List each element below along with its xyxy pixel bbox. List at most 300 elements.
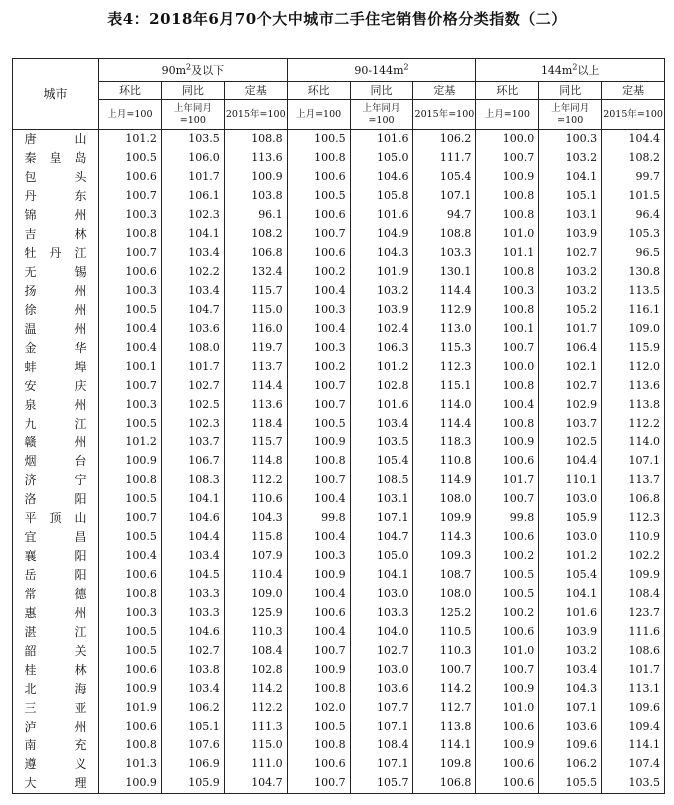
value-cell: 103.9 (539, 622, 602, 641)
value-cell: 101.1 (476, 244, 539, 263)
value-cell: 106.2 (413, 130, 476, 149)
value-cell: 100.7 (413, 660, 476, 679)
value-cell: 100.4 (99, 547, 162, 566)
value-cell: 104.3 (539, 679, 602, 698)
value-cell: 104.1 (350, 566, 413, 585)
value-cell: 100.1 (476, 319, 539, 338)
table-row (13, 736, 665, 755)
city-name: 安庆 (24, 378, 87, 393)
value-cell: 100.7 (476, 490, 539, 509)
table-row (13, 395, 665, 414)
value-cell: 104.4 (539, 452, 602, 471)
value-cell: 100.7 (99, 509, 162, 528)
value-cell: 101.2 (350, 357, 413, 376)
value-cell: 101.6 (350, 130, 413, 149)
value-cell: 100.7 (99, 376, 162, 395)
group-header-sup: 2 (572, 61, 578, 71)
value-cell: 108.2 (224, 225, 287, 244)
city-name: 湛江 (24, 624, 87, 639)
value-cell: 104.1 (161, 225, 224, 244)
value-cell: 103.8 (224, 187, 287, 206)
value-cell: 115.7 (224, 433, 287, 452)
value-cell: 103.2 (350, 282, 413, 301)
value-cell: 110.8 (413, 452, 476, 471)
group-header-sup: 2 (186, 61, 192, 71)
city-cell (13, 566, 99, 585)
value-cell: 100.8 (476, 206, 539, 225)
table-row (13, 149, 665, 168)
value-cell: 104.7 (224, 774, 287, 793)
base-header-1-2: 2015年=100 (413, 100, 476, 130)
value-cell: 103.4 (161, 547, 224, 566)
value-cell: 104.5 (161, 566, 224, 585)
value-cell: 102.5 (539, 433, 602, 452)
city-name: 烟台 (24, 454, 87, 469)
value-cell: 106.2 (539, 755, 602, 774)
value-cell: 102.7 (350, 641, 413, 660)
value-cell: 105.4 (539, 566, 602, 585)
value-cell: 103.3 (350, 603, 413, 622)
value-cell: 100.8 (476, 376, 539, 395)
value-cell: 100.3 (99, 206, 162, 225)
table-row (13, 282, 665, 301)
value-cell: 99.8 (476, 509, 539, 528)
value-cell: 100.5 (99, 414, 162, 433)
value-cell: 100.6 (287, 603, 350, 622)
value-cell: 102.2 (161, 263, 224, 282)
value-cell: 103.3 (413, 244, 476, 263)
city-column-header: 城市 (13, 59, 99, 130)
value-cell: 103.2 (539, 641, 602, 660)
city-name: 包头 (24, 170, 87, 185)
value-cell: 100.8 (287, 736, 350, 755)
city-cell (13, 528, 99, 547)
group-header-prefix: 90-144m (354, 63, 404, 77)
city-cell (13, 206, 99, 225)
sub-header-1-2: 定基 (413, 82, 476, 100)
value-cell: 103.4 (350, 414, 413, 433)
value-cell: 104.6 (161, 622, 224, 641)
value-cell: 99.7 (602, 168, 665, 187)
value-cell: 101.6 (350, 206, 413, 225)
value-cell: 112.3 (413, 357, 476, 376)
value-cell: 100.6 (476, 452, 539, 471)
value-cell: 100.6 (99, 168, 162, 187)
value-cell: 100.9 (99, 774, 162, 793)
city-cell (13, 414, 99, 433)
value-cell: 101.2 (99, 433, 162, 452)
city-name: 南充 (24, 738, 87, 753)
table-row (13, 566, 665, 585)
table-row (13, 244, 665, 263)
value-cell: 103.8 (161, 660, 224, 679)
table-row (13, 471, 665, 490)
value-cell: 112.9 (413, 300, 476, 319)
table-row (13, 603, 665, 622)
value-cell: 100.8 (476, 187, 539, 206)
table-row (13, 528, 665, 547)
value-cell: 106.0 (161, 149, 224, 168)
value-cell: 103.0 (539, 528, 602, 547)
value-cell: 100.2 (476, 547, 539, 566)
value-cell: 100.9 (99, 452, 162, 471)
value-cell: 100.4 (287, 282, 350, 301)
value-cell: 100.5 (287, 414, 350, 433)
value-cell: 100.8 (287, 452, 350, 471)
group-header-0 (99, 59, 288, 82)
value-cell: 114.0 (602, 433, 665, 452)
value-cell: 109.6 (539, 736, 602, 755)
value-cell: 123.7 (602, 603, 665, 622)
city-name: 唐山 (24, 132, 87, 147)
value-cell: 106.8 (602, 490, 665, 509)
value-cell: 107.1 (350, 717, 413, 736)
value-cell: 100.8 (99, 225, 162, 244)
value-cell: 114.4 (413, 414, 476, 433)
city-name: 大理 (24, 776, 87, 791)
value-cell: 100.6 (476, 528, 539, 547)
value-cell: 102.8 (350, 376, 413, 395)
value-cell: 100.6 (476, 717, 539, 736)
city-name: 扬州 (24, 283, 87, 298)
value-cell: 115.1 (413, 376, 476, 395)
value-cell: 103.6 (161, 319, 224, 338)
value-cell: 109.6 (602, 698, 665, 717)
group-header-2 (476, 59, 665, 82)
city-cell (13, 168, 99, 187)
value-cell: 101.0 (476, 641, 539, 660)
city-name: 襄阳 (24, 549, 87, 564)
value-cell: 113.6 (602, 376, 665, 395)
value-cell: 96.5 (602, 244, 665, 263)
city-cell (13, 603, 99, 622)
city-cell (13, 755, 99, 774)
value-cell: 114.8 (224, 452, 287, 471)
group-header-prefix: 144m (540, 63, 573, 77)
value-cell: 113.8 (413, 717, 476, 736)
city-cell (13, 244, 99, 263)
value-cell: 106.8 (413, 774, 476, 793)
value-cell: 102.3 (161, 206, 224, 225)
value-cell: 100.7 (287, 774, 350, 793)
sub-header-0-0: 环比 (99, 82, 162, 100)
value-cell: 103.4 (161, 679, 224, 698)
city-name: 温州 (24, 321, 87, 336)
value-cell: 116.0 (224, 319, 287, 338)
value-cell: 100.9 (476, 168, 539, 187)
value-cell: 113.6 (224, 395, 287, 414)
value-cell: 108.2 (602, 149, 665, 168)
city-name: 徐州 (24, 302, 87, 317)
value-cell: 106.3 (350, 338, 413, 357)
value-cell: 101.2 (539, 547, 602, 566)
value-cell: 105.2 (539, 300, 602, 319)
table-row (13, 338, 665, 357)
value-cell: 100.9 (476, 736, 539, 755)
value-cell: 100.6 (476, 755, 539, 774)
table-row (13, 187, 665, 206)
city-cell (13, 774, 99, 793)
city-name: 牡丹江 (24, 246, 87, 261)
value-cell: 114.9 (413, 471, 476, 490)
value-cell: 103.0 (350, 660, 413, 679)
value-cell: 106.2 (161, 698, 224, 717)
value-cell: 130.8 (602, 263, 665, 282)
group-header-suffix: 以上 (577, 63, 600, 77)
city-cell (13, 433, 99, 452)
value-cell: 112.2 (224, 698, 287, 717)
table-row (13, 774, 665, 793)
value-cell: 103.5 (602, 774, 665, 793)
city-cell (13, 149, 99, 168)
base-header-1-1: 上年同月=100 (350, 100, 413, 130)
sub-header-2-2: 定基 (602, 82, 665, 100)
city-name: 九江 (24, 416, 87, 431)
city-cell (13, 585, 99, 604)
value-cell: 101.9 (350, 263, 413, 282)
sub-header-2-0: 环比 (476, 82, 539, 100)
city-name: 泉州 (24, 397, 87, 412)
city-name: 惠州 (24, 605, 87, 620)
value-cell: 115.9 (602, 338, 665, 357)
value-cell: 100.5 (99, 300, 162, 319)
value-cell: 107.6 (161, 736, 224, 755)
city-cell (13, 357, 99, 376)
city-name: 赣州 (24, 435, 87, 450)
value-cell: 100.6 (476, 622, 539, 641)
value-cell: 100.0 (476, 357, 539, 376)
value-cell: 103.2 (539, 282, 602, 301)
table-row (13, 622, 665, 641)
value-cell: 114.4 (413, 282, 476, 301)
city-name: 岳阳 (24, 568, 87, 583)
value-cell: 100.5 (287, 130, 350, 149)
value-cell: 101.2 (99, 130, 162, 149)
table-row (13, 319, 665, 338)
value-cell: 102.9 (539, 395, 602, 414)
value-cell: 111.3 (224, 717, 287, 736)
city-cell (13, 376, 99, 395)
value-cell: 105.1 (539, 187, 602, 206)
city-cell (13, 490, 99, 509)
value-cell: 105.8 (350, 187, 413, 206)
value-cell: 100.4 (287, 528, 350, 547)
city-name: 蚌埠 (24, 359, 87, 374)
value-cell: 103.1 (350, 490, 413, 509)
city-name: 三亚 (24, 700, 87, 715)
city-cell (13, 300, 99, 319)
value-cell: 99.8 (287, 509, 350, 528)
value-cell: 112.2 (602, 414, 665, 433)
base-header-0-1: 上年同月=100 (161, 100, 224, 130)
city-name: 北海 (24, 681, 87, 696)
value-cell: 103.4 (161, 244, 224, 263)
city-name: 泸州 (24, 719, 87, 734)
value-cell: 113.6 (224, 149, 287, 168)
value-cell: 101.7 (602, 660, 665, 679)
table-row (13, 547, 665, 566)
value-cell: 103.6 (350, 679, 413, 698)
value-cell: 102.7 (161, 376, 224, 395)
value-cell: 108.0 (413, 585, 476, 604)
value-cell: 105.7 (350, 774, 413, 793)
value-cell: 107.1 (350, 509, 413, 528)
value-cell: 100.8 (99, 471, 162, 490)
page-title: 表4：2018年6月70个大中城市二手住宅销售价格分类指数（二） (107, 10, 567, 28)
value-cell: 107.4 (602, 755, 665, 774)
value-cell: 103.5 (161, 130, 224, 149)
value-cell: 100.6 (287, 244, 350, 263)
value-cell: 104.1 (539, 585, 602, 604)
value-cell: 101.6 (539, 603, 602, 622)
value-cell: 104.4 (602, 130, 665, 149)
value-cell: 104.7 (161, 300, 224, 319)
city-cell (13, 660, 99, 679)
value-cell: 100.5 (476, 585, 539, 604)
sub-header-1-1: 同比 (350, 82, 413, 100)
value-cell: 100.5 (99, 149, 162, 168)
value-cell: 103.9 (539, 225, 602, 244)
value-cell: 103.0 (539, 490, 602, 509)
value-cell: 100.3 (99, 395, 162, 414)
value-cell: 100.7 (287, 225, 350, 244)
city-cell (13, 187, 99, 206)
value-cell: 107.1 (602, 452, 665, 471)
value-cell: 101.7 (539, 319, 602, 338)
table-row (13, 357, 665, 376)
value-cell: 100.7 (287, 376, 350, 395)
city-cell (13, 509, 99, 528)
value-cell: 103.7 (161, 433, 224, 452)
city-name: 遵义 (24, 757, 87, 772)
value-cell: 106.1 (161, 187, 224, 206)
value-cell: 108.8 (224, 130, 287, 149)
table-row (13, 660, 665, 679)
table-row (13, 717, 665, 736)
city-cell (13, 471, 99, 490)
value-cell: 112.7 (413, 698, 476, 717)
value-cell: 108.4 (350, 736, 413, 755)
value-cell: 106.7 (161, 452, 224, 471)
value-cell: 109.3 (413, 547, 476, 566)
value-cell: 105.4 (413, 168, 476, 187)
value-cell: 100.4 (99, 319, 162, 338)
value-cell: 111.0 (224, 755, 287, 774)
value-cell: 102.3 (161, 414, 224, 433)
value-cell: 100.6 (287, 755, 350, 774)
value-cell: 103.4 (161, 282, 224, 301)
value-cell: 104.1 (539, 168, 602, 187)
value-cell: 100.9 (287, 566, 350, 585)
value-cell: 100.6 (287, 206, 350, 225)
value-cell: 109.9 (602, 566, 665, 585)
value-cell: 114.2 (413, 679, 476, 698)
value-cell: 125.2 (413, 603, 476, 622)
value-cell: 104.3 (224, 509, 287, 528)
sub-header-0-1: 同比 (161, 82, 224, 100)
value-cell: 106.9 (161, 755, 224, 774)
price-index-table (12, 58, 665, 794)
value-cell: 119.7 (224, 338, 287, 357)
table-row (13, 641, 665, 660)
value-cell: 108.5 (350, 471, 413, 490)
value-cell: 101.7 (161, 357, 224, 376)
table-row (13, 263, 665, 282)
value-cell: 100.4 (287, 622, 350, 641)
city-name: 宜昌 (24, 530, 87, 545)
table-row (13, 509, 665, 528)
value-cell: 100.9 (99, 679, 162, 698)
value-cell: 94.7 (413, 206, 476, 225)
value-cell: 105.9 (539, 509, 602, 528)
group-header-1 (287, 59, 476, 82)
value-cell: 108.6 (602, 641, 665, 660)
city-name: 吉林 (24, 227, 87, 242)
value-cell: 108.0 (413, 490, 476, 509)
value-cell: 104.7 (350, 528, 413, 547)
value-cell: 108.0 (161, 338, 224, 357)
sub-header-1-0: 环比 (287, 82, 350, 100)
value-cell: 130.1 (413, 263, 476, 282)
value-cell: 102.4 (350, 319, 413, 338)
value-cell: 105.0 (350, 547, 413, 566)
base-header-0-2: 2015年=100 (224, 100, 287, 130)
value-cell: 109.0 (602, 319, 665, 338)
table-row (13, 433, 665, 452)
value-cell: 100.9 (476, 433, 539, 452)
value-cell: 100.4 (287, 585, 350, 604)
value-cell: 100.8 (99, 736, 162, 755)
value-cell: 114.1 (602, 736, 665, 755)
value-cell: 101.3 (99, 755, 162, 774)
value-cell: 100.7 (476, 149, 539, 168)
value-cell: 100.7 (476, 660, 539, 679)
value-cell: 115.8 (224, 528, 287, 547)
table-row (13, 206, 665, 225)
table-row (13, 755, 665, 774)
table-row (13, 452, 665, 471)
value-cell: 101.7 (476, 471, 539, 490)
header-row-base (13, 100, 665, 130)
value-cell: 101.0 (476, 698, 539, 717)
value-cell: 110.3 (413, 641, 476, 660)
base-header-2-0: 上月=100 (476, 100, 539, 130)
value-cell: 113.0 (413, 319, 476, 338)
value-cell: 102.7 (539, 376, 602, 395)
value-cell: 113.8 (602, 395, 665, 414)
value-cell: 100.4 (476, 395, 539, 414)
value-cell: 109.9 (413, 509, 476, 528)
city-name: 丹东 (24, 189, 87, 204)
city-name: 济宁 (24, 473, 87, 488)
value-cell: 100.7 (99, 187, 162, 206)
value-cell: 103.2 (539, 263, 602, 282)
city-cell (13, 338, 99, 357)
value-cell: 100.3 (99, 282, 162, 301)
value-cell: 106.8 (224, 244, 287, 263)
value-cell: 100.6 (287, 168, 350, 187)
value-cell: 110.4 (224, 566, 287, 585)
value-cell: 112.2 (224, 471, 287, 490)
value-cell: 107.1 (350, 755, 413, 774)
value-cell: 100.4 (287, 319, 350, 338)
value-cell: 118.4 (224, 414, 287, 433)
value-cell: 100.4 (287, 490, 350, 509)
table-row (13, 168, 665, 187)
value-cell: 118.3 (413, 433, 476, 452)
value-cell: 100.2 (287, 263, 350, 282)
value-cell: 132.4 (224, 263, 287, 282)
